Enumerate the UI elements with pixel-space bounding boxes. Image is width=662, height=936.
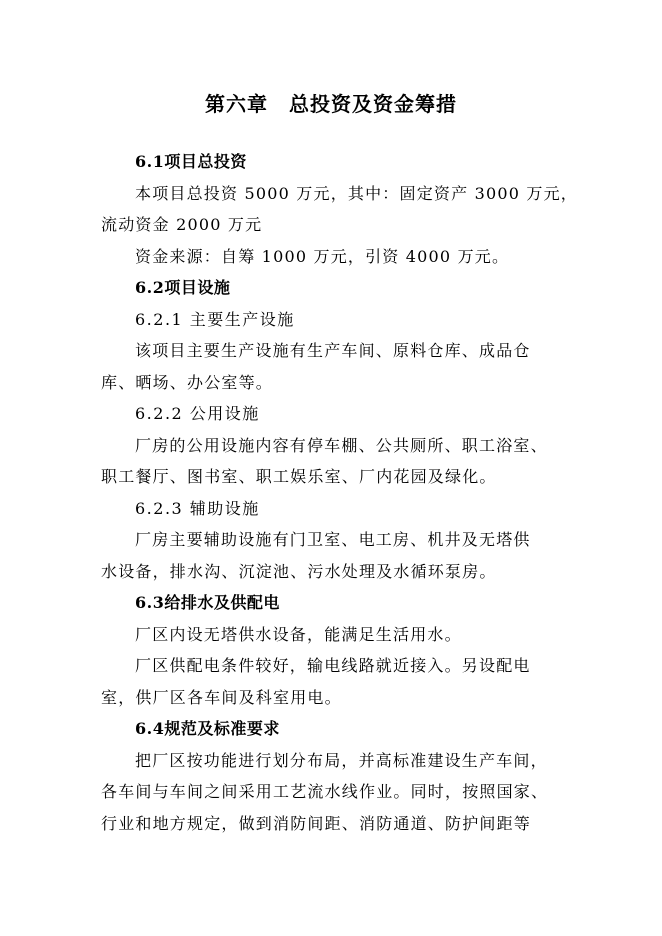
paragraph-line: 资金来源：自筹 1000 万元，引资 4000 万元。 xyxy=(135,246,510,266)
paragraph-line: 库、晒场、办公室等。 xyxy=(101,372,274,392)
paragraph-line: 本项目总投资 5000 万元，其中：固定资产 3000 万元， xyxy=(135,183,578,203)
paragraph-line: 该项目主要生产设施有生产车间、原料仓库、成品仓 xyxy=(135,341,531,360)
paragraph-line: 厂区内设无塔供水设备，能满足生活用水。 xyxy=(135,624,462,644)
subsection-heading: 6.2.1 主要生产设施 xyxy=(135,309,295,329)
section-heading: 6.3给排水及供配电 xyxy=(135,593,280,612)
paragraph-line: 厂房的公用设施内容有停车棚、公共厕所、职工浴室、 xyxy=(135,435,548,455)
paragraph-line: 流动资金 2000 万元 xyxy=(101,215,263,234)
paragraph-line: 室，供厂区各车间及科室用电。 xyxy=(101,687,342,707)
subsection-heading: 6.2.3 辅助设施 xyxy=(135,498,260,518)
paragraph-line: 行业和地方规定，做到消防间距、消防通道、防护间距等 xyxy=(101,813,532,833)
paragraph-line: 厂房主要辅助设施有门卫室、电工房、机井及无塔供 xyxy=(135,530,531,549)
section-heading: 6.4规范及标准要求 xyxy=(135,719,280,738)
paragraph-line: 厂区供配电条件较好，输电线路就近接入。另设配电 xyxy=(135,656,531,675)
paragraph-line: 水设备，排水沟、沉淀池、污水处理及水循环泵房。 xyxy=(101,561,497,581)
paragraph-line: 各车间与车间之间采用工艺流水线作业。同时，按照国家、 xyxy=(101,782,549,801)
section-heading: 6.2项目设施 xyxy=(135,278,231,297)
chapter-title: 第六章 总投资及资金筹措 xyxy=(205,92,457,116)
subsection-heading: 6.2.2 公用设施 xyxy=(135,404,260,423)
section-heading: 6.1项目总投资 xyxy=(135,152,247,171)
paragraph-line: 把厂区按功能进行划分布局，并高标准建设生产车间， xyxy=(135,750,548,770)
paragraph-line: 职工餐厅、图书室、职工娱乐室、厂内花园及绿化。 xyxy=(101,467,497,486)
document-body xyxy=(101,146,578,839)
